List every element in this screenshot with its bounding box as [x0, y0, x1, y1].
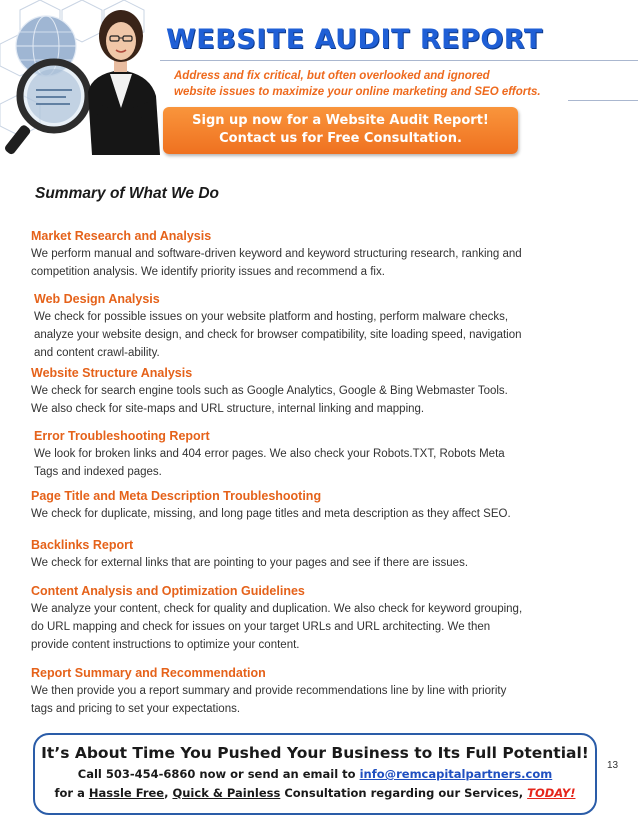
contact-callout	[33, 733, 597, 815]
section-body	[31, 382, 591, 418]
offer-text: for a	[54, 786, 89, 800]
page-title: WEBSITE AUDIT REPORT	[166, 24, 543, 55]
cta-line: Sign up now for a Website Audit Report!	[192, 113, 489, 128]
email-link[interactable]: info@remcapitalpartners.com	[359, 767, 553, 781]
hassle-free-text: Hassle Free	[88, 786, 165, 800]
section-title: Backlinks Report	[31, 538, 134, 552]
service-section-report-summary	[31, 665, 591, 718]
section-title: Page Title and Meta Description Troubleshooting	[31, 489, 322, 503]
service-section-backlinks	[31, 537, 591, 572]
separator-text: ,	[164, 786, 173, 800]
section-title: Web Design Analysis	[34, 292, 160, 306]
hero-illustration	[0, 0, 165, 158]
section-title: Content Analysis and Optimization Guidelines	[31, 584, 305, 598]
signup-cta-button[interactable]	[163, 107, 518, 154]
section-body	[31, 682, 591, 718]
callout-headline: It’s About Time You Pushed Your Business to Its Full Potential!	[41, 744, 589, 762]
tagline	[174, 68, 594, 100]
body-line: Tags and indexed pages.	[34, 466, 162, 478]
section-body	[31, 505, 591, 523]
report-header	[0, 0, 638, 165]
body-line: do URL mapping and check for issues on your target URLs and URL architecting. We then	[31, 621, 491, 633]
service-section-content-analysis	[31, 583, 591, 654]
body-line: provide content instructions to optimize your content.	[31, 639, 300, 651]
body-line: We then provide you a report summary and provide recommendations line by line with priority	[31, 685, 507, 697]
body-line: We check for duplicate, missing, and long page titles and meta description as they affect SEO.	[31, 508, 511, 520]
section-body	[31, 554, 591, 572]
callout-offer-line	[35, 786, 595, 800]
quick-painless-text: Quick & Painless	[172, 786, 281, 800]
body-line: We check for possible issues on your website platform and hosting, perform malware checks,	[34, 311, 509, 323]
tagline-divider	[568, 100, 638, 101]
service-section-web-design	[34, 291, 594, 362]
body-line: We check for search engine tools such as Google Analytics, Google & Bing Webmaster Tools.	[31, 385, 508, 397]
body-line: We look for broken links and 404 error pages. We also check your Robots.TXT, Robots Meta	[34, 448, 505, 460]
body-line: We perform manual and software-driven keyword and keyword structuring research, ranking and	[31, 248, 522, 260]
summary-heading: Summary of What We Do	[35, 185, 220, 202]
service-section-error-troubleshooting	[34, 428, 594, 481]
section-title: Report Summary and Recommendation	[31, 666, 266, 680]
body-line: We also check for site-maps and URL structure, internal linking and mapping.	[31, 403, 425, 415]
cta-line: Contact us for Free Consultation.	[219, 131, 462, 146]
section-title: Market Research and Analysis	[31, 229, 212, 243]
service-section-page-title-meta	[31, 488, 591, 523]
callout-contact-line	[35, 767, 595, 781]
body-line: We analyze your content, check for quality and duplication. We also check for keyword grouping,	[31, 603, 523, 615]
body-line: We check for external links that are pointing to your pages and see if there are issues.	[31, 557, 469, 569]
section-body	[34, 308, 594, 362]
body-line: competition analysis. We identify priority issues and recommend a fix.	[31, 266, 385, 278]
service-section-market-research	[31, 228, 591, 281]
phone-text: Call 503-454-6860 now or send an email to	[77, 767, 360, 781]
body-line: analyze your website design, and check for browser compatibility, site loading speed, navigation	[34, 329, 522, 341]
tagline-line: website issues to maximize your online marketing and SEO efforts.	[174, 86, 541, 98]
today-text: TODAY!	[527, 786, 576, 800]
body-line: and content crawl-ability.	[34, 347, 160, 359]
section-body	[31, 245, 591, 281]
body-line: tags and pricing to set your expectations.	[31, 703, 241, 715]
section-title: Website Structure Analysis	[31, 366, 193, 380]
offer-text: Consultation regarding our Services,	[280, 786, 528, 800]
title-divider	[160, 60, 638, 61]
page-number: 13	[607, 760, 619, 771]
section-title: Error Troubleshooting Report	[34, 429, 210, 443]
service-section-structure	[31, 365, 591, 418]
tagline-line: Address and fix critical, but often overlooked and ignored	[174, 70, 490, 82]
section-body	[31, 600, 591, 654]
section-body	[34, 445, 594, 481]
